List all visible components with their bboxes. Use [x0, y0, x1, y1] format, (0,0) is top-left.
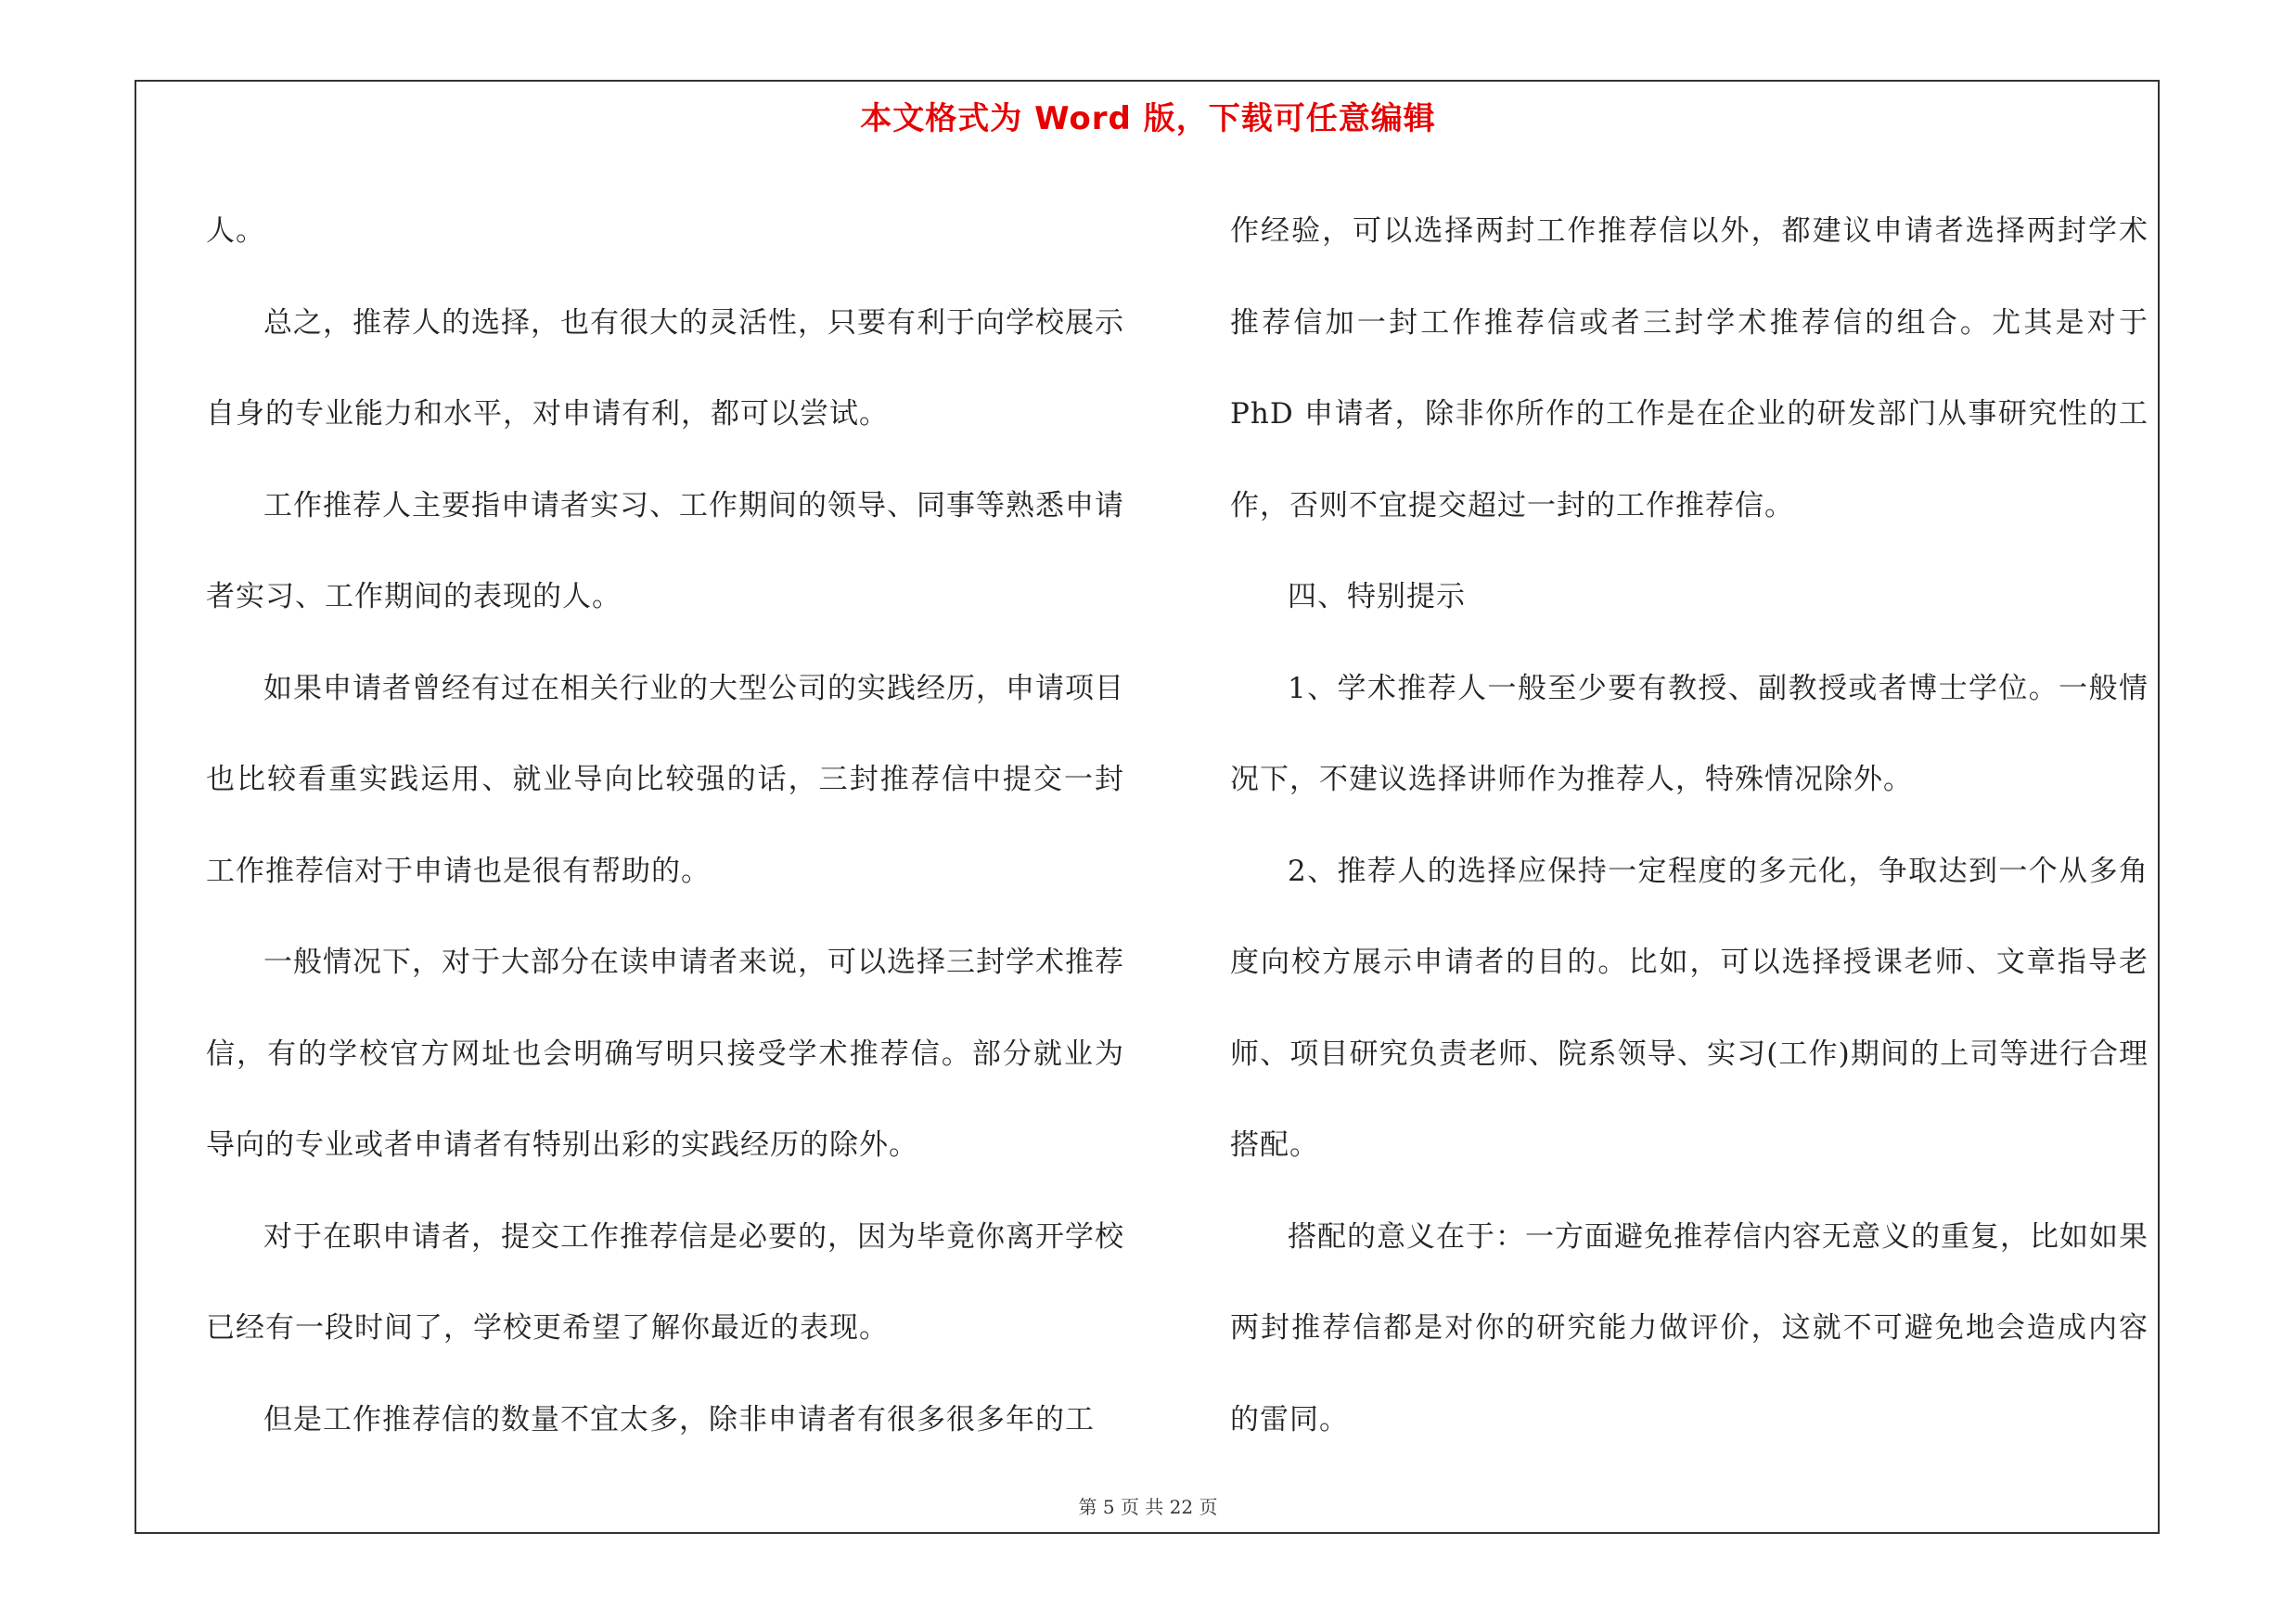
paragraph: 作经验，可以选择两封工作推荐信以外，都建议申请者选择两封学术推荐信加一封工作推荐信或者三封学术推荐信的组合。尤其是对于PhD 申请者，除非你所作的工作是在企业的研发部门从事研究性的工作，否则不宜提交超过一封的工作推荐信。 [1230, 214, 2148, 522]
paragraph: 总之，推荐人的选择，也有很大的灵活性，只要有利于向学校展示自身的专业能力和水平，对申请有利，都可以尝试。 [206, 305, 1124, 431]
left-text-column [206, 186, 1124, 1465]
document-banner: 本文格式为 Word 版，下载可任意编辑 [860, 100, 1436, 137]
section-heading: 四、特别提示 [1288, 580, 1466, 613]
paragraph: 对于在职申请者，提交工作推荐信是必要的，因为毕竟你离开学校已经有一段时间了，学校更希望了解你最近的表现。 [206, 1219, 1124, 1345]
page-number: 第 5 页 共 22 页 [1078, 1496, 1218, 1518]
paragraph: 一般情况下，对于大部分在读申请者来说，可以选择三封学术推荐信，有的学校官方网址也会明确写明只接受学术推荐信。部分就业为导向的专业或者申请者有特别出彩的实践经历的除外。 [206, 946, 1124, 1162]
paragraph: 但是工作推荐信的数量不宜太多，除非申请者有很多很多年的工 [263, 1402, 1095, 1436]
paragraph: 人。 [206, 214, 265, 248]
paragraph: 如果申请者曾经有过在相关行业的大型公司的实践经历，申请项目也比较看重实践运用、就业导向比较强的话，三封推荐信中提交一封工作推荐信对于申请也是很有帮助的。 [206, 671, 1124, 888]
paragraph: 搭配的意义在于：一方面避免推荐信内容无意义的重复，比如如果两封推荐信都是对你的研究能力做评价，这就不可避免地会造成内容的雷同。 [1230, 1219, 2148, 1436]
paragraph: 工作推荐人主要指申请者实习、工作期间的领导、同事等熟悉申请者实习、工作期间的表现的人。 [206, 488, 1124, 613]
right-text-column [1230, 186, 2148, 1465]
paragraph: 1、学术推荐人一般至少要有教授、副教授或者博士学位。一般情况下，不建议选择讲师作为推荐人，特殊情况除外。 [1230, 671, 2148, 796]
paragraph: 2、推荐人的选择应保持一定程度的多元化，争取达到一个从多角度向校方展示申请者的目的。比如，可以选择授课老师、文章指导老师、项目研究负责老师、院系领导、实习(工作)期间的上司等进行合理搭配。 [1230, 854, 2148, 1162]
